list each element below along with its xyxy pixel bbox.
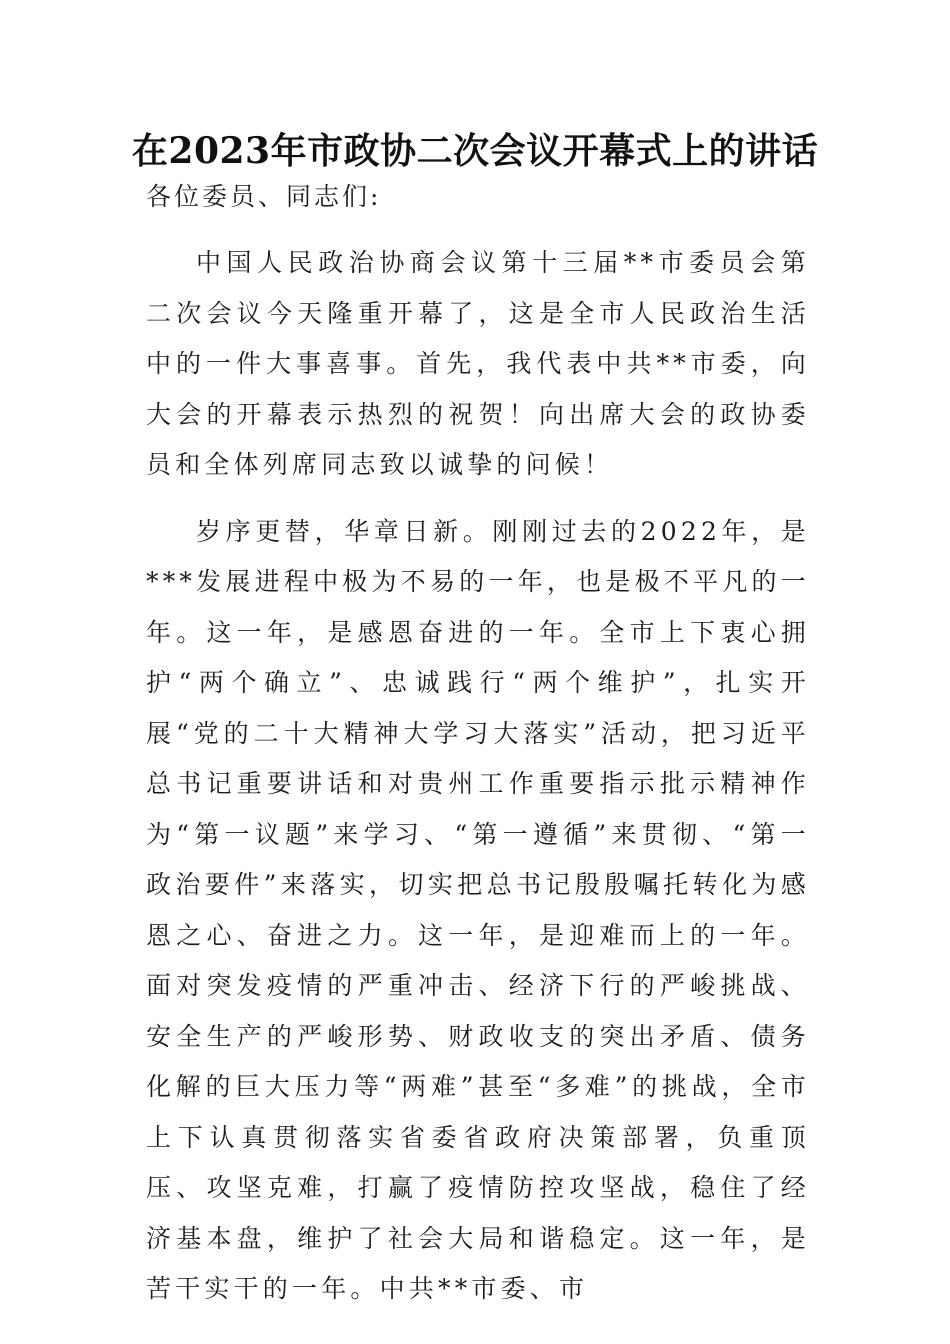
paragraph-review: 岁序更替，华章日新。刚刚过去的2022年，是***发展进程中极为不易的一年，也是极不平凡的一年。这一年，是感恩奋进的一年。全市上下衷心拥护“两个确立”、忠诚践行“两个维护”，扎实开展“党的二十大精神大学习大落实”活动，把习近平总书记重要讲话和对贵州工作重要指示批示精神作为“第一议题”来学习、“第一遵循”来贯彻、“第一政治要件”来落实，切实把总书记殷殷嘱托转化为感恩之心、奋进之力。这一年，是迎难而上的一年。面对突发疫情的严重冲击、经济下行的严峻挑战、安全生产的严峻形势、财政收支的突出矛盾、债务化解的巨大压力等“两难”甚至“多难”的挑战，全市上下认真贯彻落实省委省政府决策部署，负重顶压、攻坚克难，打赢了疫情防控攻坚战，稳住了经济基本盘，维护了社会大局和谐稳定。这一年，是苦干实干的一年。中共**市委、市 [146,516,810,1303]
paragraph-opening: 中国人民政治协商会议第十三届**市委员会第二次会议今天隆重开幕了，这是全市人民政治生活中的一件大事喜事。首先，我代表中共**市委，向大会的开幕表示热烈的祝贺！向出席大会的政协委员和全体列席同志致以诚挚的问候！ [146,248,810,479]
document-body [146,172,810,1315]
salutation: 各位委员、同志们: [146,182,382,211]
document-title: 在2023年市政协二次会议开幕式上的讲话 [131,130,819,172]
